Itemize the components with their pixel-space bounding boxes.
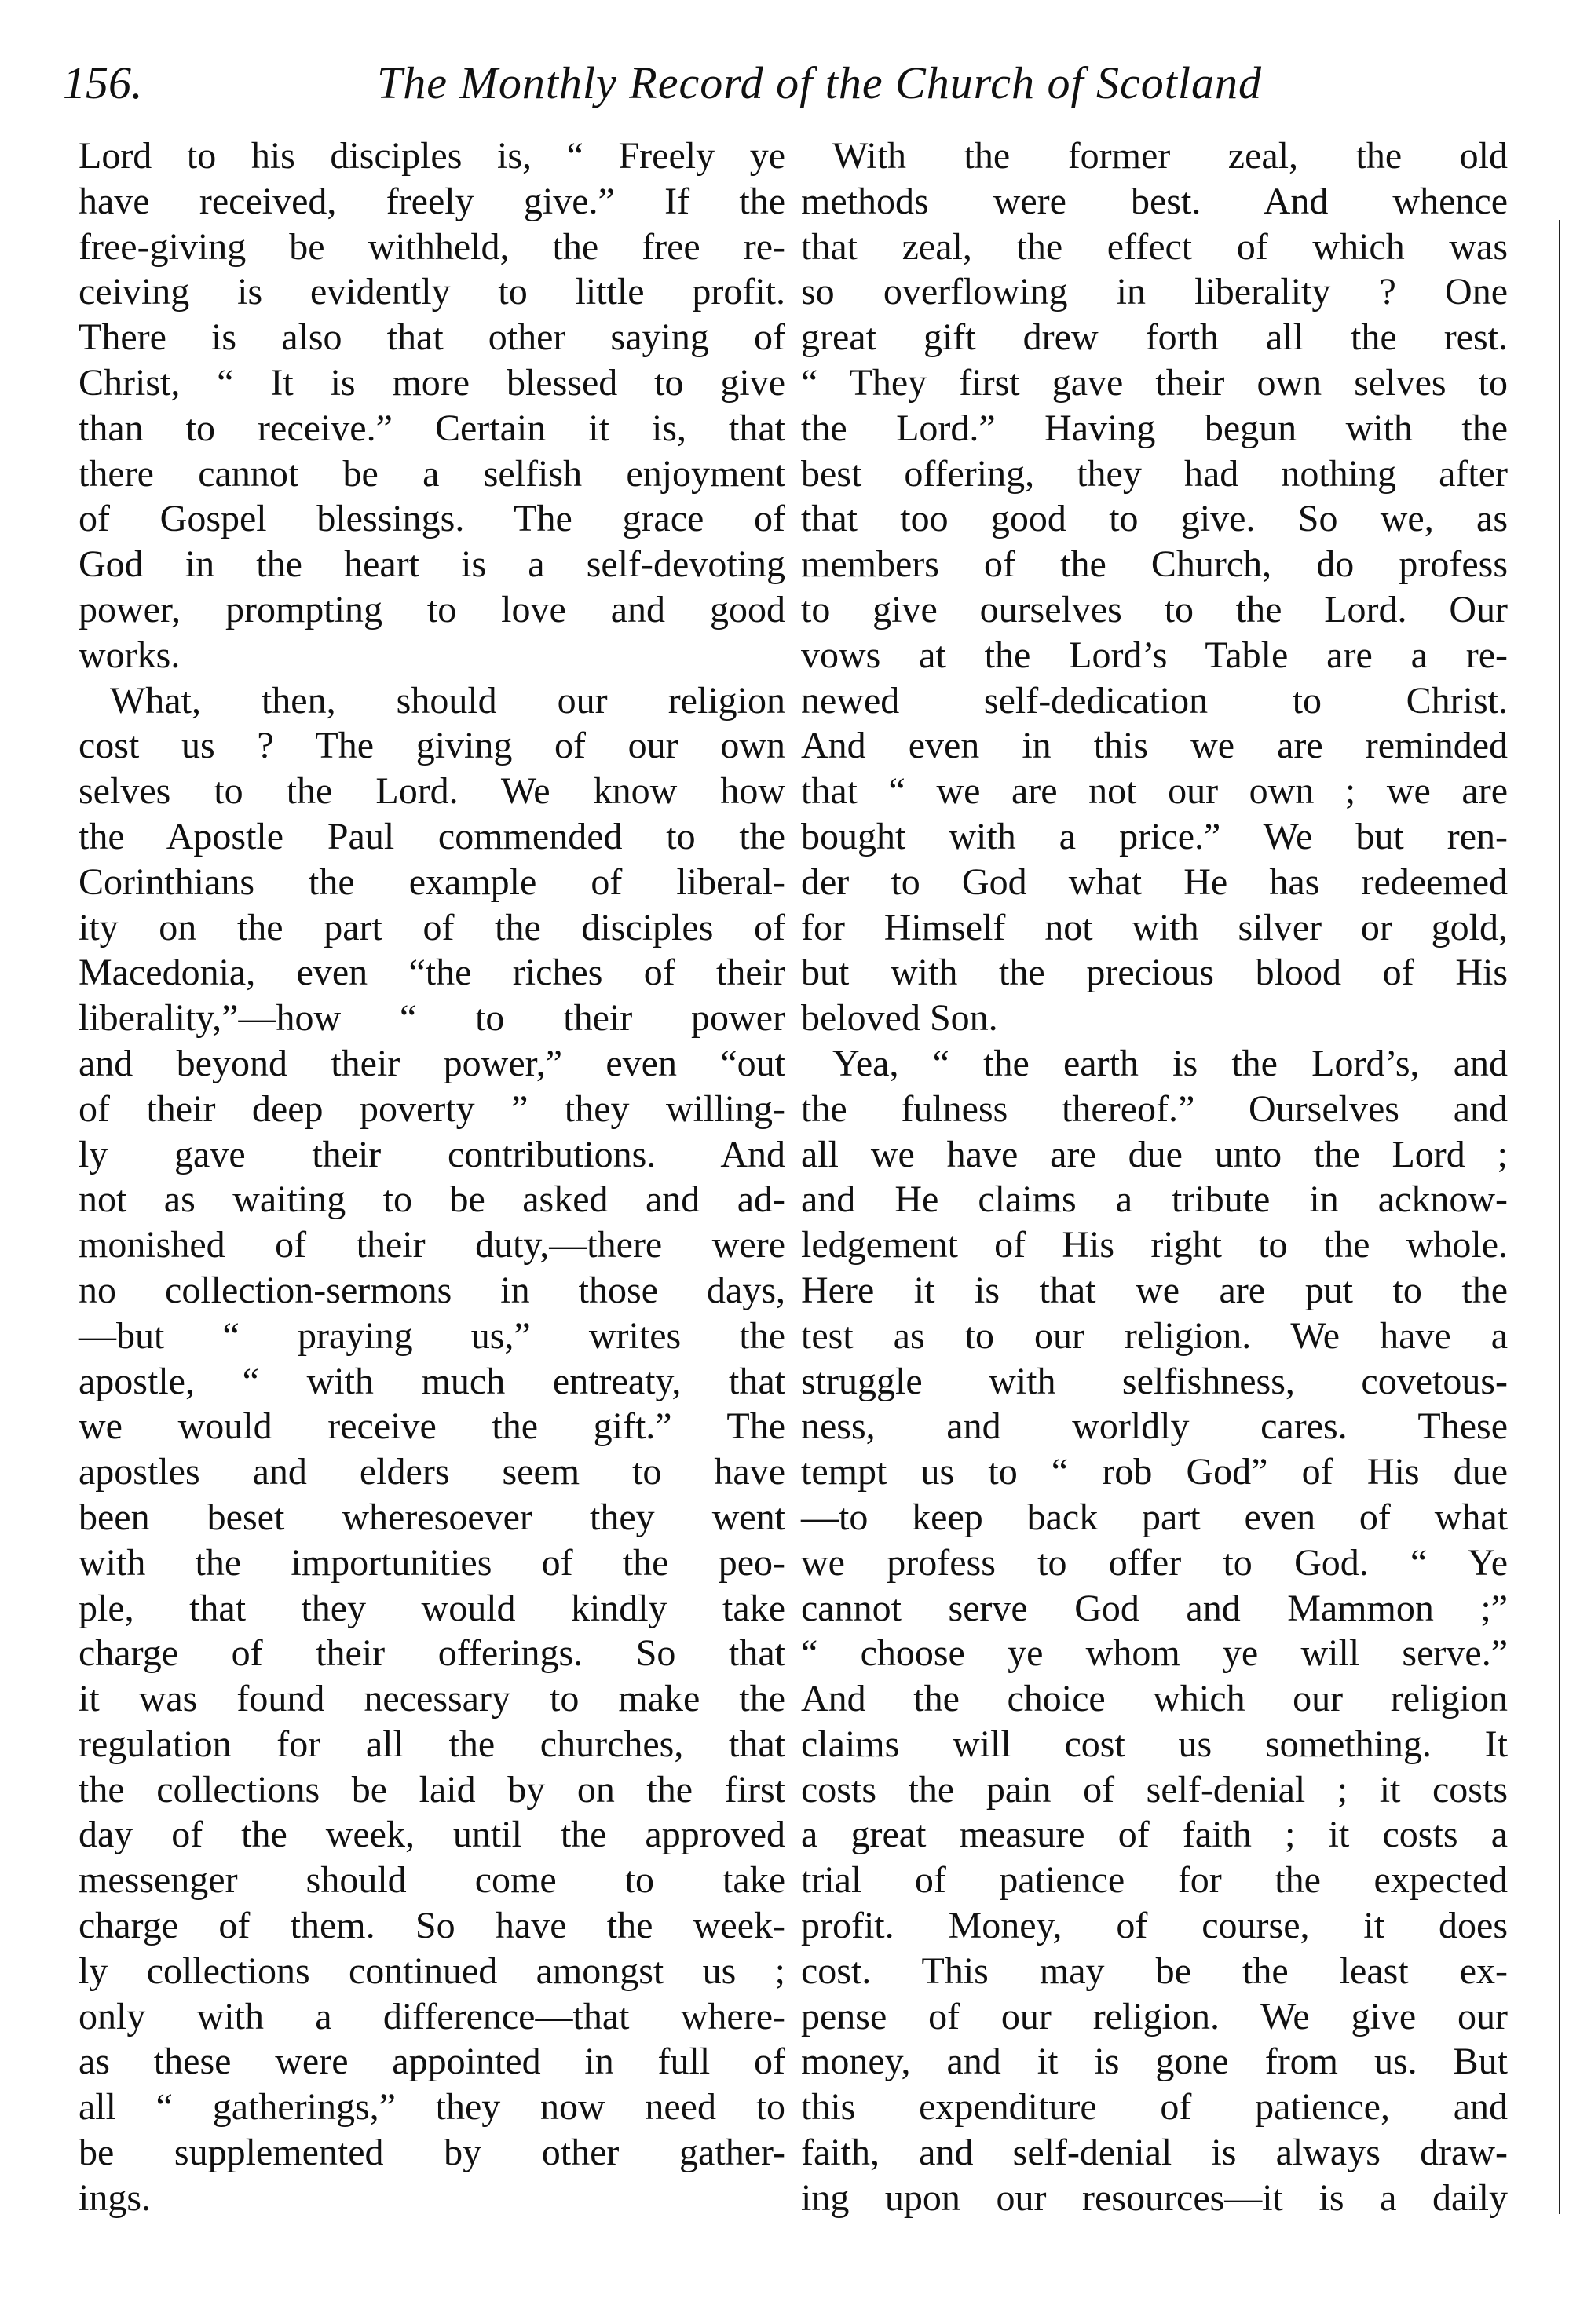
text-line: ing upon our resources—it is a daily [801,2176,1508,2219]
text-line: messenger should come to take [79,1859,785,1902]
text-line: charge of them. So have the week- [79,1905,785,1947]
text-line: —to keep back part even of what [801,1496,1508,1538]
text-line: selves to the Lord. We know how [79,770,785,813]
text-line: cost us ? The giving of our own [79,725,785,767]
text-line: monished of their duty,—there were [79,1224,785,1266]
text-line: regulation for all the churches, that [79,1723,785,1765]
text-line: Christ, “ It is more blessed to give [79,361,785,404]
text-line: tempt us to “ rob God” of His due [801,1451,1508,1493]
text-line: we profess to offer to God. “ Ye [801,1541,1508,1584]
text-line: that “ we are not our own ; we are [801,770,1508,813]
column-rule [1559,220,1560,2214]
text-line: beloved Son. [801,997,998,1040]
text-line: costs the pain of self-denial ; it costs [801,1768,1508,1811]
text-line: and He claims a tribute in acknow- [801,1178,1508,1221]
text-line: day of the week, until the approved [79,1814,785,1856]
text-line: money, and it is gone from us. But [801,2041,1508,2083]
page-header [47,57,1539,135]
text-line: the collections be laid by on the first [79,1768,785,1811]
text-line: “ They first gave their own selves to [801,361,1508,404]
text-line: pense of our religion. We give our [801,1995,1508,2037]
text-line: no collection-sermons in those days, [79,1269,785,1311]
text-line: great gift drew forth all the rest. [801,316,1508,359]
text-line: members of the Church, do profess [801,543,1508,586]
text-line: power, prompting to love and good [79,588,785,630]
text-line: apostles and elders seem to have [79,1451,785,1493]
text-line: And even in this we are reminded [801,725,1508,767]
text-line: but with the precious blood of His [801,952,1508,994]
text-line: ple, that they would kindly take [79,1587,785,1629]
text-line: What, then, should our religion [110,679,785,722]
text-line: a great measure of faith ; it costs a [801,1814,1508,1856]
text-line: this expenditure of patience, and [801,2086,1508,2129]
text-line: ledgement of His right to the whole. [801,1224,1508,1266]
text-line: to give ourselves to the Lord. Our [801,588,1508,630]
text-line: Macedonia, even “the riches of their [79,952,785,994]
text-line: claims will cost us something. It [801,1723,1508,1765]
text-line: works. [79,634,181,676]
text-line: test as to our religion. We have a [801,1314,1508,1357]
text-line: der to God what He has redeemed [801,861,1508,903]
text-line: only with a difference—that where- [79,1995,785,2037]
text-line: free-giving be withheld, the free re- [79,225,785,268]
text-line: struggle with selfishness, covetous- [801,1360,1508,1402]
text-line: God in the heart is a self-devoting [79,543,785,586]
text-line: Corinthians the example of liberal- [79,861,785,903]
running-title: The Monthly Record of the Church of Scotland [377,57,1263,108]
left-column [79,133,785,2221]
text-line: than to receive.” Certain it is, that [79,407,785,449]
text-line: There is also that other saying of [79,316,785,359]
text-line: all “ gatherings,” they now need to [79,2086,785,2129]
text-line: ings. [79,2176,152,2219]
text-line: vows at the Lord’s Table are a re- [801,634,1508,676]
text-line: ceiving is evidently to little profit. [79,271,785,313]
text-line: cost. This may be the least ex- [801,1949,1508,1992]
text-line: Lord to his disciples is, “ Freely ye [79,135,785,177]
text-line: ly collections continued amongst us ; [79,1949,785,1992]
text-line: Here it is that we are put to the [801,1269,1508,1311]
text-line: so overflowing in liberality ? One [801,271,1508,313]
text-line: “ choose ye whom ye will serve.” [801,1632,1508,1675]
text-line: apostle, “ with much entreaty, that [79,1360,785,1402]
text-line: Yea, “ the earth is the Lord’s, and [832,1042,1508,1084]
text-line: of their deep poverty ” they willing- [79,1087,785,1130]
text-line: not as waiting to be asked and ad- [79,1178,785,1221]
right-column [801,133,1508,2221]
text-line: ness, and worldly cares. These [801,1405,1508,1448]
text-line: have received, freely give.” If the [79,180,785,222]
text-line: the Lord.” Having begun with the [801,407,1508,449]
text-line: the Apostle Paul commended to the [79,815,785,857]
text-line: trial of patience for the expected [801,1859,1508,1902]
text-line: ly gave their contributions. And [79,1133,785,1175]
text-line: that zeal, the effect of which was [801,225,1508,268]
text-line: been beset wheresoever they went [79,1496,785,1538]
text-line: cannot serve God and Mammon ;” [801,1587,1508,1629]
text-line: With the former zeal, the old [832,135,1508,177]
text-line: be supplemented by other gather- [79,2132,785,2174]
text-line: there cannot be a selfish enjoyment [79,452,785,495]
text-line: it was found necessary to make the [79,1678,785,1720]
text-line: as these were appointed in full of [79,2041,785,2083]
text-line: —but “ praying us,” writes the [79,1314,785,1357]
text-line: faith, and self-denial is always draw- [801,2132,1508,2174]
text-line: ity on the part of the disciples of [79,906,785,948]
text-line: charge of their offerings. So that [79,1632,785,1675]
text-line: and beyond their power,” even “out [79,1042,785,1084]
text-line: methods were best. And whence [801,180,1508,222]
text-line: liberality,”—how “ to their power [79,997,785,1040]
text-line: all we have are due unto the Lord ; [801,1133,1508,1175]
text-line: of Gospel blessings. The grace of [79,498,785,540]
text-line: bought with a price.” We but ren- [801,815,1508,857]
text-line: we would receive the gift.” The [79,1405,785,1448]
text-line: And the choice which our religion [801,1678,1508,1720]
text-line: the fulness thereof.” Ourselves and [801,1087,1508,1130]
page-number: 156. [63,57,143,108]
text-line: for Himself not with silver or gold, [801,906,1508,948]
text-line: that too good to give. So we, as [801,498,1508,540]
text-line: with the importunities of the peo- [79,1541,785,1584]
text-line: best offering, they had nothing after [801,452,1508,495]
text-line: newed self-dedication to Christ. [801,679,1508,722]
text-line: profit. Money, of course, it does [801,1905,1508,1947]
